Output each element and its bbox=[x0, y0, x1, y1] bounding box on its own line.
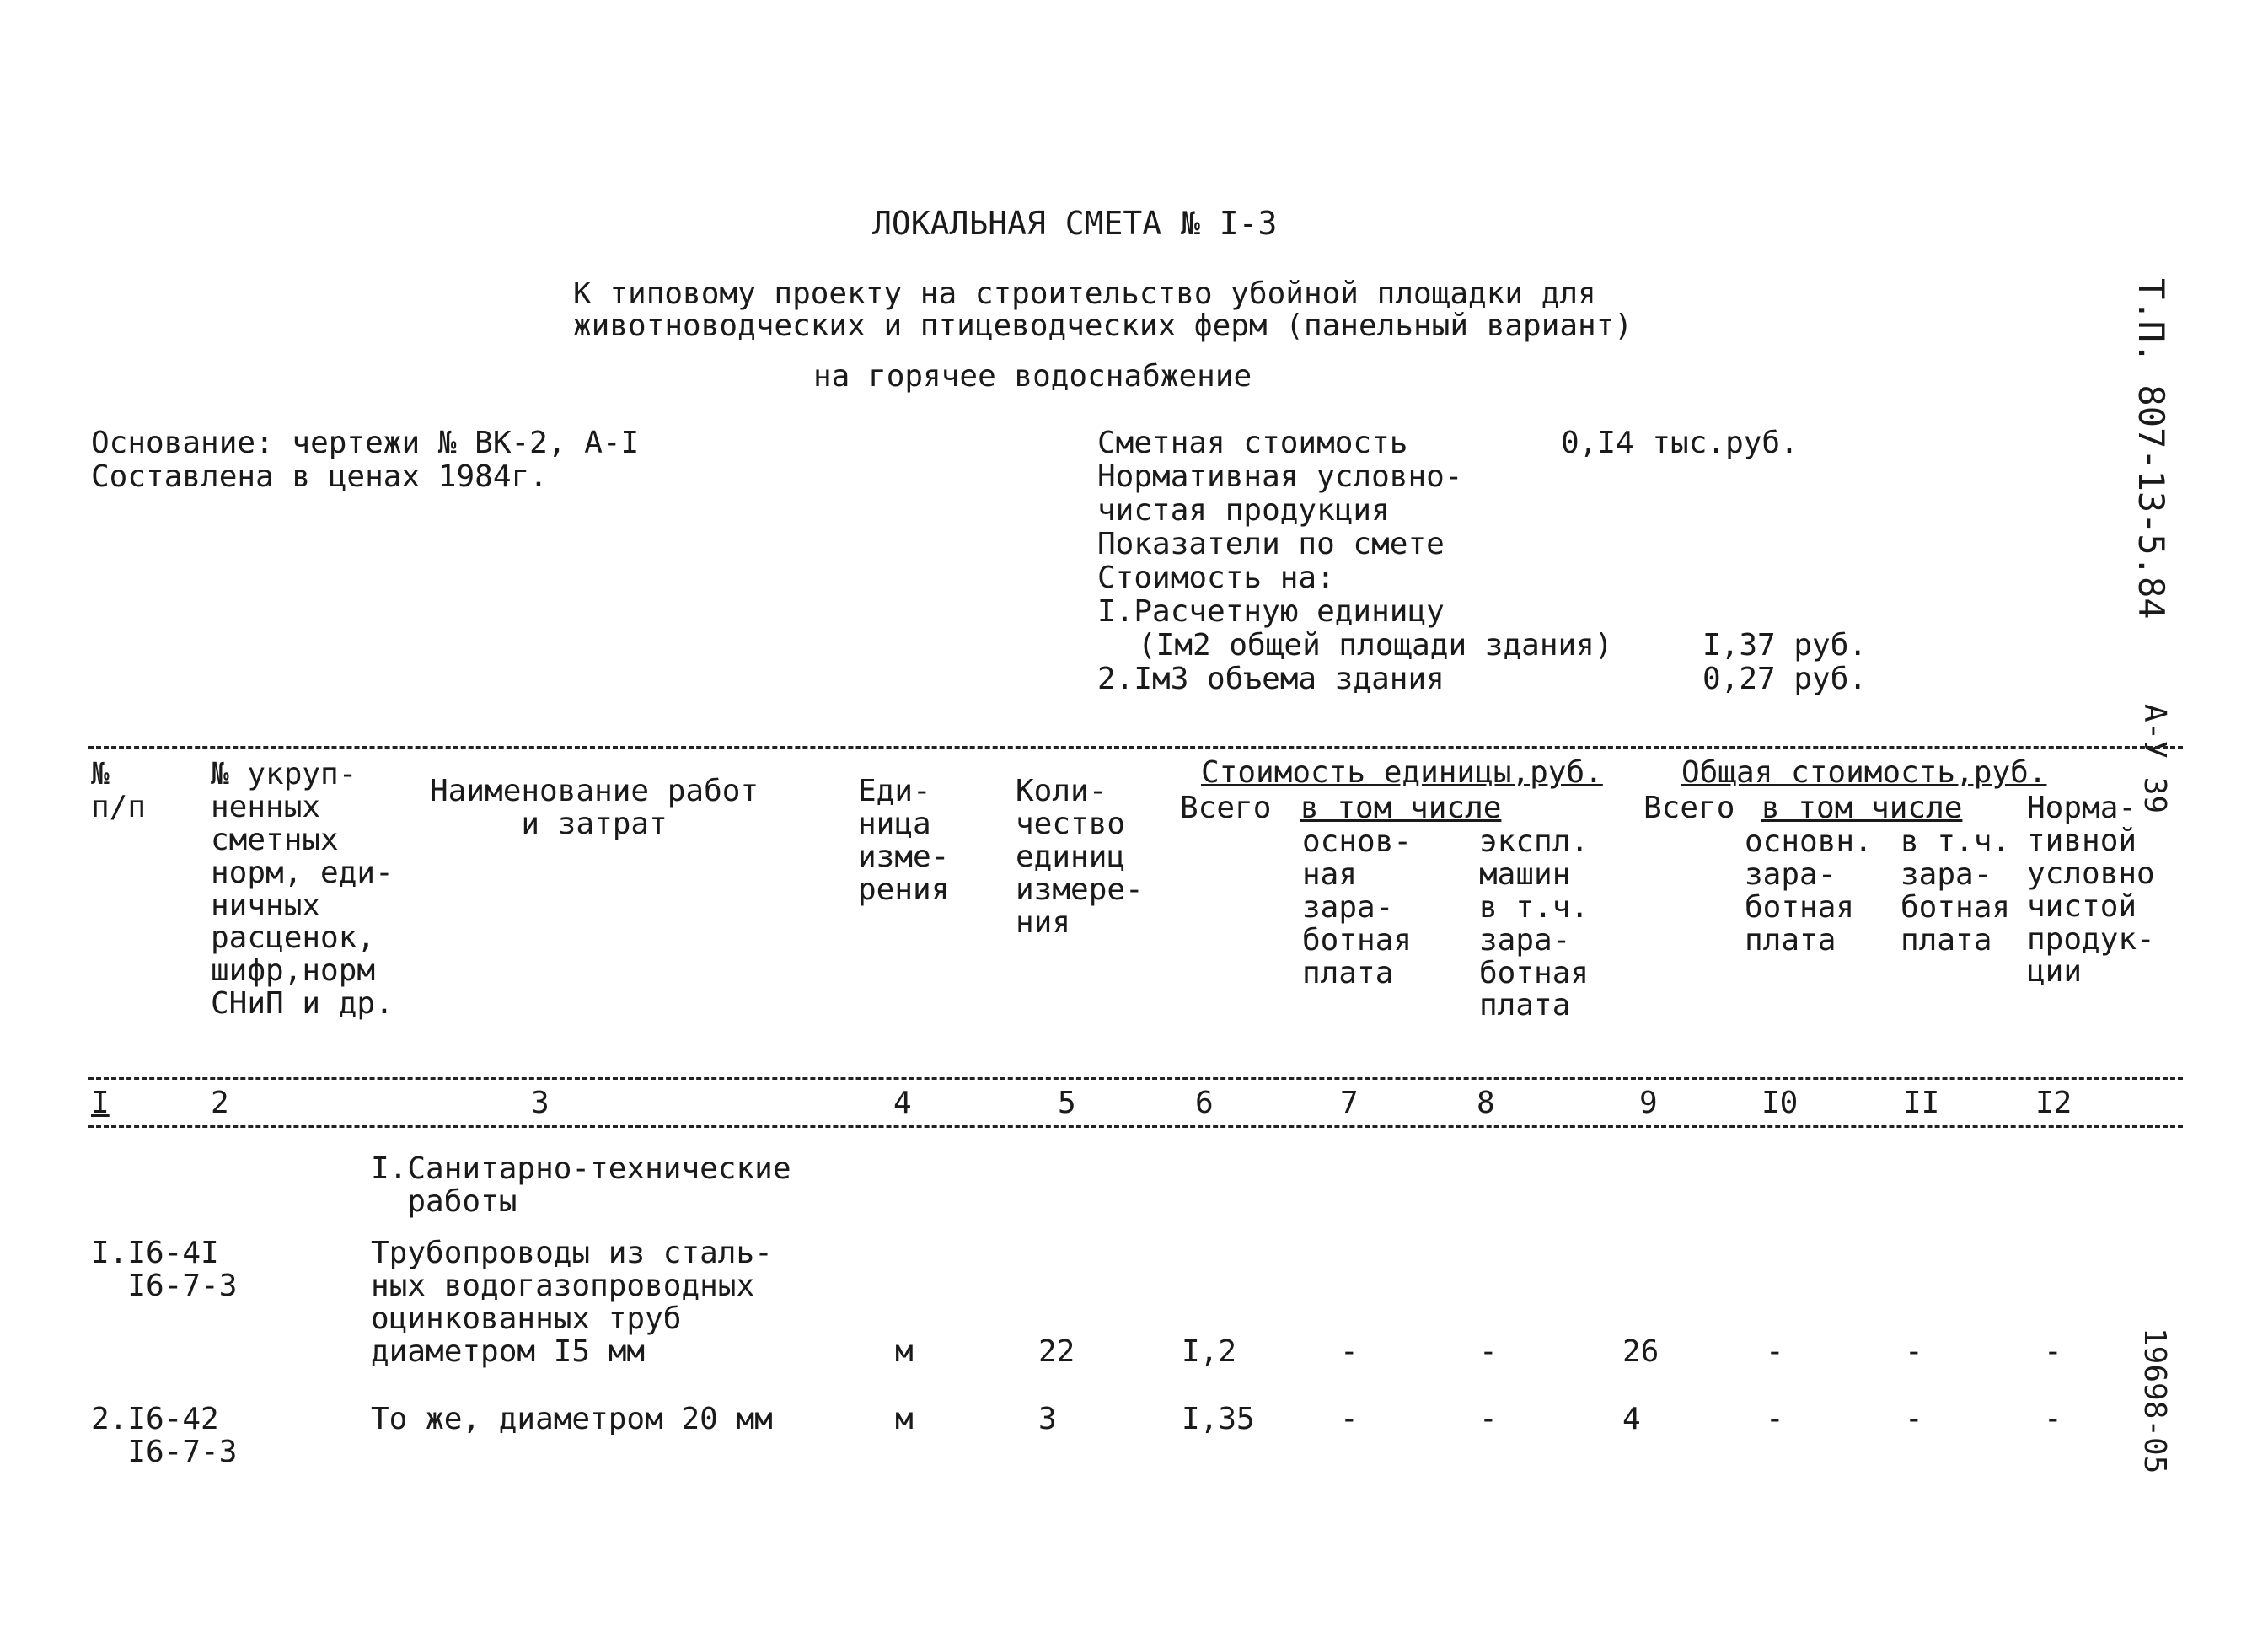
header-unit-incl: в том числе bbox=[1300, 791, 1502, 825]
document-subtitle-line3: на горячее водоснабжение bbox=[813, 359, 1252, 394]
column-numbers-rule bbox=[88, 1125, 2183, 1128]
col-number-3: 3 bbox=[531, 1086, 550, 1120]
cost-on-label: Стоимость на: bbox=[1097, 561, 1335, 595]
unit2-label: 2.Iм3 объема здания bbox=[1097, 662, 1445, 696]
row-qty: 22 bbox=[1038, 1334, 1075, 1369]
row-name: То же, диаметром 20 мм bbox=[371, 1402, 773, 1436]
col-number-5: 5 bbox=[1058, 1086, 1076, 1120]
header-base-wage: основ- ная зара- ботная плата bbox=[1302, 824, 1413, 990]
unit1-label-line1: I.Расчетную единицу bbox=[1097, 594, 1445, 629]
header-qty: Коли- чество единиц измере- ния bbox=[1016, 774, 1144, 940]
unit1-label-line2: (Iм2 общей площади здания) bbox=[1138, 628, 1613, 663]
header-base-wage-2: основн. зара- ботная плата bbox=[1745, 824, 1873, 958]
document-subtitle-line1: К типовому проекту на строительство убойной площадки для bbox=[573, 276, 1596, 311]
row-unit-total: I,2 bbox=[1182, 1334, 1237, 1369]
header-name: Наименование работ и затрат bbox=[430, 774, 759, 841]
indicators-label: Показатели по смете bbox=[1097, 527, 1445, 561]
est-cost-value: 0,I4 тыс.руб. bbox=[1561, 426, 1799, 460]
row-unit-wage: - bbox=[1340, 1402, 1359, 1436]
row-total-wage: - bbox=[1766, 1334, 1784, 1369]
row-unit: м bbox=[895, 1402, 914, 1436]
col-number-1: I bbox=[91, 1086, 110, 1120]
album-code: А-У 39 bbox=[2137, 704, 2172, 814]
row-unit-machines: - bbox=[1479, 1334, 1498, 1369]
row-unit-wage: - bbox=[1340, 1334, 1359, 1369]
row-total-wage: - bbox=[1766, 1402, 1784, 1436]
header-norm: № укруп- ненных сметных норм, еди- ничных расценок, шифр,норм СНиП и др. bbox=[211, 757, 394, 1022]
document-title: ЛОКАЛЬНАЯ СМЕТА № I-3 bbox=[872, 205, 1278, 242]
header-machines: экспл. машин в т.ч. зара- ботная плата bbox=[1479, 824, 1590, 1023]
row-total-mach-wage: - bbox=[1905, 1402, 1923, 1436]
row-total-mach-wage: - bbox=[1905, 1334, 1923, 1369]
header-unit-total: Всего bbox=[1180, 791, 1272, 825]
sheet-code: 19698-05 bbox=[2137, 1328, 2172, 1474]
project-code: Т.П. 807-13-5.84 bbox=[2131, 278, 2172, 620]
header-total-incl: в том числе bbox=[1761, 791, 1963, 825]
norm-label-line2: чистая продукция bbox=[1097, 493, 1390, 528]
header-unit: Еди- ница изме- рения bbox=[858, 774, 950, 907]
basis-text: Основание: чертежи № ВК-2, А-I bbox=[91, 426, 640, 460]
norm-label-line1: Нормативная условно- bbox=[1097, 459, 1463, 494]
header-unit-cost: Стоимость единицы,руб. bbox=[1201, 755, 1603, 790]
table-header-bottom-rule bbox=[88, 1077, 2183, 1080]
row-total: 4 bbox=[1622, 1402, 1641, 1436]
col-number-4: 4 bbox=[893, 1086, 912, 1120]
header-incl-wage: в т.ч. зара- ботная плата bbox=[1901, 824, 2011, 958]
col-number-6: 6 bbox=[1195, 1086, 1214, 1120]
row-unit-machines: - bbox=[1479, 1402, 1498, 1436]
unit1-value: I,37 руб. bbox=[1702, 628, 1868, 663]
header-no: № п/п bbox=[91, 757, 147, 824]
unit2-value: 0,27 руб. bbox=[1702, 662, 1868, 696]
row-norm-code: 2.I6-42 I6-7-3 bbox=[91, 1402, 238, 1469]
table-top-rule bbox=[88, 746, 2183, 749]
col-number-2: 2 bbox=[211, 1086, 229, 1120]
row-qty: 3 bbox=[1038, 1402, 1057, 1436]
col-number-11: II bbox=[1903, 1086, 1940, 1120]
col-number-7: 7 bbox=[1340, 1086, 1359, 1120]
header-total-total: Всего bbox=[1643, 791, 1735, 825]
col-number-10: I0 bbox=[1761, 1086, 1799, 1120]
row-norm-net: - bbox=[2044, 1402, 2062, 1436]
col-number-8: 8 bbox=[1477, 1086, 1495, 1120]
row-total: 26 bbox=[1622, 1334, 1659, 1369]
header-total-cost: Общая стоимость,руб. bbox=[1681, 755, 2047, 790]
row-norm-code: I.I6-4I I6-7-3 bbox=[91, 1236, 238, 1303]
row-name: Трубопроводы из сталь- ных водогазопроводных оцинкованных труб диаметром I5 мм bbox=[371, 1236, 773, 1369]
col-number-12: I2 bbox=[2035, 1086, 2072, 1120]
row-unit-total: I,35 bbox=[1182, 1402, 1255, 1436]
section-title: I.Санитарно-технические работы bbox=[371, 1151, 791, 1219]
prices-text: Составлена в ценах 1984г. bbox=[91, 459, 548, 494]
row-unit: м bbox=[895, 1334, 914, 1369]
row-norm-net: - bbox=[2044, 1334, 2062, 1369]
est-cost-label: Сметная стоимость bbox=[1097, 426, 1408, 460]
document-subtitle-line2: животноводческих и птицеводческих ферм (панельный вариант) bbox=[573, 309, 1633, 343]
col-number-9: 9 bbox=[1639, 1086, 1658, 1120]
header-norm-net: Норма- тивной условно чистой продук- ции bbox=[2027, 791, 2155, 990]
